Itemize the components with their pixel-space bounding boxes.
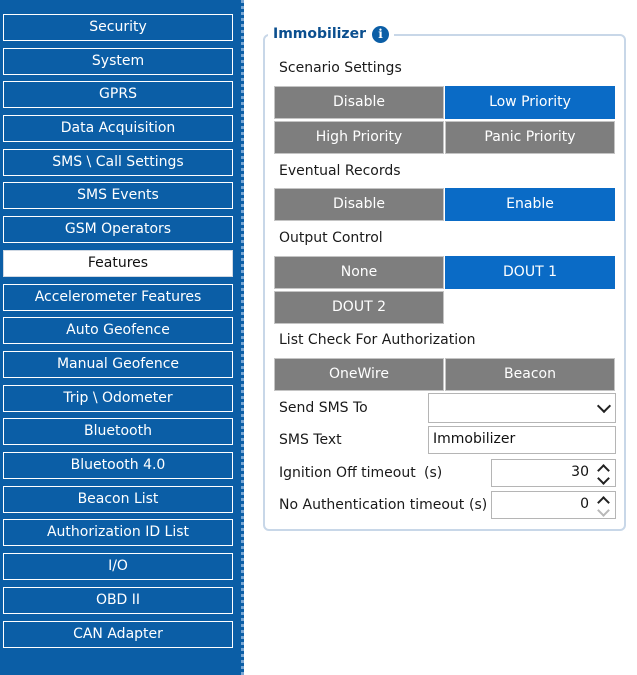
sidebar-item-gsm-operators[interactable]: GSM Operators xyxy=(3,216,233,243)
sidebar-item-obd-ii[interactable]: OBD II xyxy=(3,587,233,614)
sidebar-item-beacon-list[interactable]: Beacon List xyxy=(3,486,233,513)
chevron-down-icon xyxy=(597,399,611,413)
no-auth-value: 0 xyxy=(580,496,589,512)
scenario-low-priority-button[interactable]: Low Priority xyxy=(445,86,615,119)
sms-text-label: SMS Text xyxy=(279,432,342,448)
sidebar-item-security[interactable]: Security xyxy=(3,14,233,41)
output-dout1-button[interactable]: DOUT 1 xyxy=(445,256,615,289)
info-icon[interactable]: i xyxy=(372,26,389,43)
ignition-off-timeout-label: Ignition Off timeout xyxy=(279,465,416,481)
ignition-off-value: 30 xyxy=(571,464,589,480)
spin-down-icon[interactable] xyxy=(597,504,610,517)
output-dout2-button[interactable]: DOUT 2 xyxy=(274,291,444,324)
list-check-beacon-button[interactable]: Beacon xyxy=(445,358,615,391)
eventual-records-label: Eventual Records xyxy=(279,163,401,179)
sidebar-item-auto-geofence[interactable]: Auto Geofence xyxy=(3,317,233,344)
scenario-high-priority-button[interactable]: High Priority xyxy=(274,121,444,154)
sidebar-item-data-acquisition[interactable]: Data Acquisition xyxy=(3,115,233,142)
sidebar-item-accelerometer-features[interactable]: Accelerometer Features xyxy=(3,284,233,311)
scenario-settings-label: Scenario Settings xyxy=(279,60,402,76)
output-none-button[interactable]: None xyxy=(274,256,444,289)
spin-arrows[interactable] xyxy=(597,494,611,516)
list-check-onewire-button[interactable]: OneWire xyxy=(274,358,444,391)
no-auth-timeout-stepper[interactable] xyxy=(491,491,616,519)
send-sms-to-select[interactable] xyxy=(428,393,616,423)
sms-text-input[interactable] xyxy=(428,426,616,454)
sidebar-item-bluetooth[interactable]: Bluetooth xyxy=(3,418,233,445)
sidebar-item-trip-odometer[interactable]: Trip \ Odometer xyxy=(3,385,233,412)
sidebar-item-authorization-id-list[interactable]: Authorization ID List xyxy=(3,519,233,546)
panel-legend xyxy=(268,24,394,44)
sidebar xyxy=(0,0,244,675)
spin-arrows[interactable] xyxy=(597,462,611,484)
sidebar-item-io[interactable]: I/O xyxy=(3,553,233,580)
sms-text-value: Immobilizer xyxy=(433,431,516,447)
eventual-enable-button[interactable]: Enable xyxy=(445,188,615,221)
sidebar-item-manual-geofence[interactable]: Manual Geofence xyxy=(3,351,233,378)
sidebar-item-sms-events[interactable]: SMS Events xyxy=(3,182,233,209)
no-auth-timeout-label: No Authentication timeout xyxy=(279,497,465,513)
sidebar-item-can-adapter[interactable]: CAN Adapter xyxy=(3,621,233,648)
output-control-label: Output Control xyxy=(279,230,383,246)
send-sms-to-label: Send SMS To xyxy=(279,400,368,416)
scenario-panic-priority-button[interactable]: Panic Priority xyxy=(445,121,615,154)
sidebar-item-system[interactable]: System xyxy=(3,48,233,75)
scenario-disable-button[interactable]: Disable xyxy=(274,86,444,119)
sidebar-item-sms-call-settings[interactable]: SMS \ Call Settings xyxy=(3,149,233,176)
spin-down-icon[interactable] xyxy=(597,472,610,485)
ignition-off-unit: (s) xyxy=(424,465,443,481)
sidebar-item-bluetooth-4[interactable]: Bluetooth 4.0 xyxy=(3,452,233,479)
sidebar-item-features[interactable]: Features xyxy=(3,250,233,277)
panel-title: Immobilizer xyxy=(273,26,366,42)
ignition-off-timeout-stepper[interactable] xyxy=(491,459,616,487)
no-auth-unit: (s) xyxy=(469,497,488,513)
eventual-disable-button[interactable]: Disable xyxy=(274,188,444,221)
list-check-label: List Check For Authorization xyxy=(279,332,476,348)
sidebar-item-gprs[interactable]: GPRS xyxy=(3,81,233,108)
